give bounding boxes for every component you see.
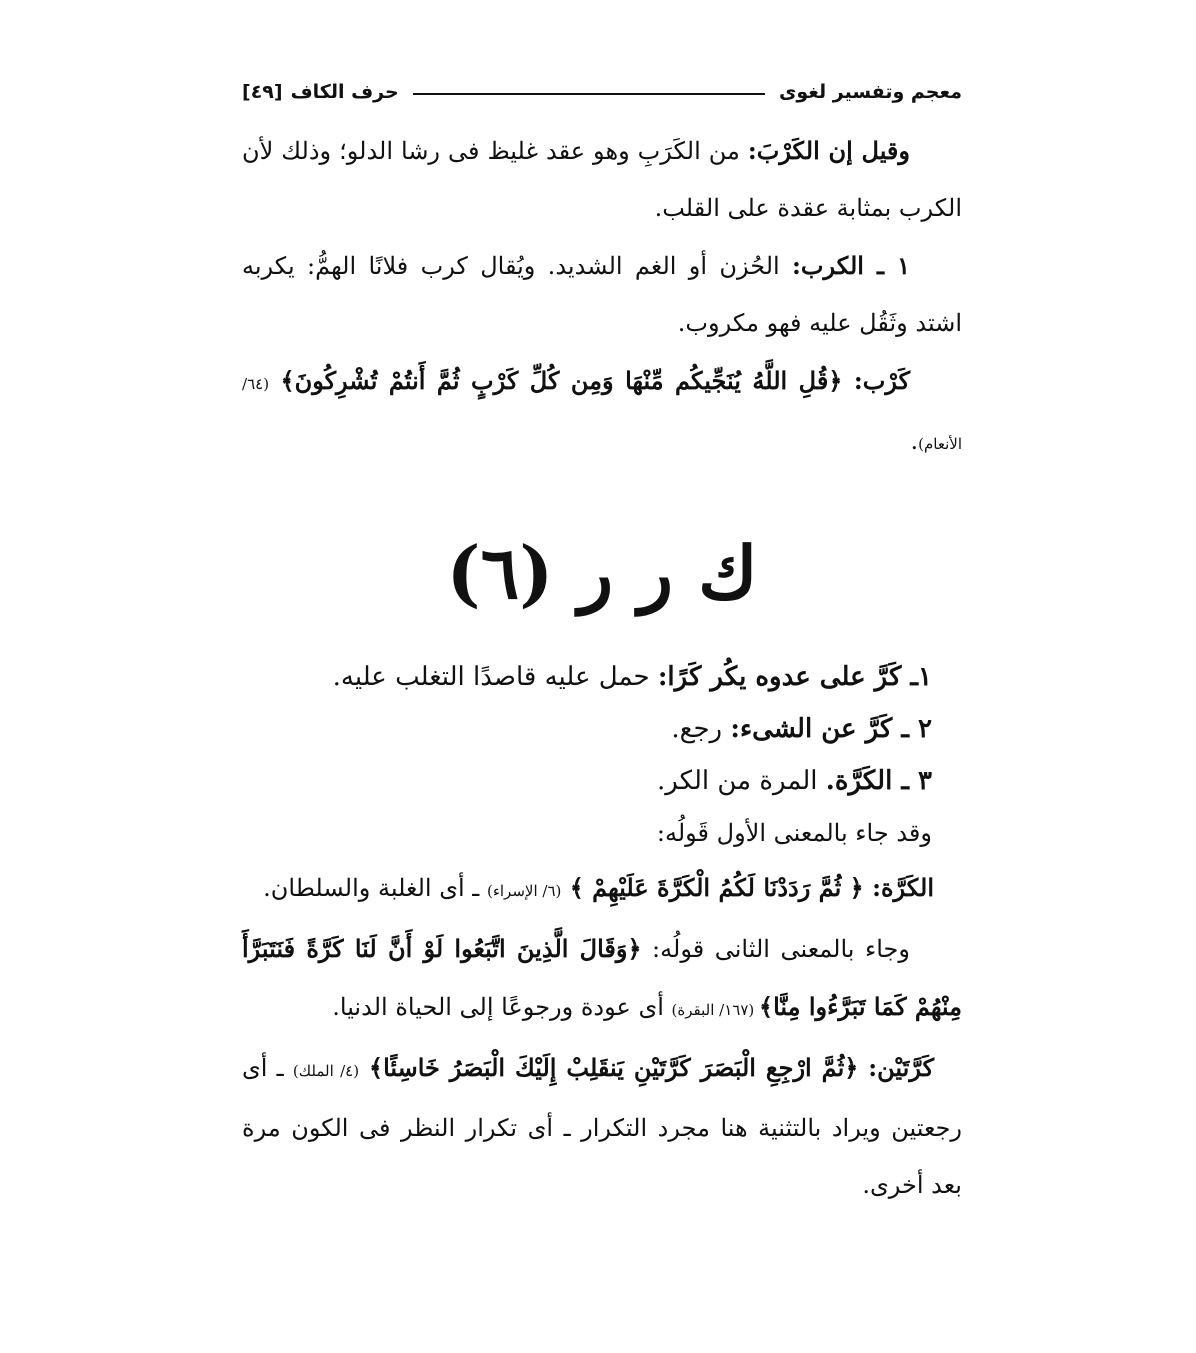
verse-reference: (٦/ الإسراء) — [486, 882, 562, 900]
section-name: حرف الكاف — [290, 81, 399, 103]
verse-reference: (٦٤/ الأنعام) — [242, 375, 962, 453]
list-item-3 — [242, 755, 962, 807]
page-number: [٤٩] — [242, 81, 283, 103]
definition-text: أى عودة ورجوعًا إلى الحياة الدنيا. — [332, 993, 672, 1021]
term-karb: وقيل إن الكَرْبَ: — [747, 136, 910, 165]
list-item-2 — [242, 703, 962, 755]
intro-line: وقد جاء بالمعنى الأول قَولُه: — [656, 819, 932, 847]
book-title: معجم وتفسير لغوى — [778, 81, 962, 103]
quran-verse: ﴿ ثُمَّ رَدَدْنَا لَكُمُ الْكَرَّةَ عَلَيْهِمْ ﴾ — [561, 873, 873, 902]
paragraph-karb-quran — [242, 352, 962, 473]
definition-text: الحُزن أو الغم الشديد. ويُقال كرب فلانًا الهمُّ: يكربه اشتد وثَقُل عليه فهو مكروب. — [242, 252, 962, 337]
term-karb-noun: كَرْب: — [853, 366, 911, 395]
quran-verse: ﴿وَقَالَ الَّذِينَ اتَّبَعُوا لَوْ أَنَّ لَنَا كَرَّةً فَنَتَبَرَّأَ مِنْهُمْ كَمَا تَبَرَّءُوا مِنَّا﴾ — [242, 934, 962, 1021]
list-item-1 — [242, 651, 962, 703]
quran-verse: ﴿قُلِ اللَّهُ يُنَجِّيكُم مِّنْهَا وَمِن كُلِّ كَرْبٍ ثُمَّ أَنتُمْ تُشْرِكُونَ﴾ — [269, 366, 854, 395]
definition-text: من الكَرَبِ وهو عقد غليظ فى رشا الدلو؛ وذلك لأن الكرب بمثابة عقدة على القلب. — [242, 137, 962, 222]
verse-reference: (١٦٧/ البقرة) — [671, 1001, 759, 1019]
definition-text: المرة من الكر. — [657, 766, 826, 796]
verse-reference: (٤/ الملك) — [292, 1062, 360, 1080]
header-rule — [413, 93, 765, 95]
definition-text: ـ أى الغلبة والسلطان. — [263, 874, 487, 902]
sentence-end: . — [910, 427, 919, 455]
definition-text: حمل عليه قاصدًا التغلب عليه. — [332, 662, 658, 692]
term-alkarra-quran: الكَرَّة: — [872, 873, 934, 902]
paragraph-karratayn — [242, 1039, 962, 1214]
intro-text: وجاء بالمعنى الثانى قولُه: — [641, 935, 910, 963]
definition-text: رجع. — [671, 714, 731, 744]
paragraph-karra-quran — [242, 859, 962, 920]
paragraph-karb-origin — [242, 122, 962, 237]
page — [242, 70, 962, 1214]
term-karratayn: كَرَّتَيْن: — [868, 1053, 934, 1082]
definition-text: ـ أى رجعتين ويراد بالتثنية هنا مجرد التكرار ـ أى تكرار النظر فى الكون مرة بعد أخرى. — [242, 1054, 962, 1199]
term-karra-an: ٢ ـ كَرَّ عن الشىء: — [730, 714, 932, 744]
paragraph-karb-meaning-1 — [242, 237, 962, 352]
term-alkarra: ٣ ـ الكَرَّة. — [825, 766, 932, 796]
paragraph-second-meaning — [242, 920, 962, 1039]
quran-verse: ﴿ثُمَّ ارْجِعِ الْبَصَرَ كَرَّتَيْنِ يَنقَلِبْ إِلَيْكَ الْبَصَرُ خَاسِئًا﴾ — [359, 1053, 869, 1082]
root-heading: ك ر ر (٦) — [446, 530, 758, 615]
term-karra-ala: ١ـ كَرَّ على عدوه يكُر كَرًا: — [657, 662, 932, 692]
header-section-group — [242, 81, 399, 103]
running-header — [242, 70, 962, 114]
term-alkarb: ١ ـ الكرب: — [792, 251, 910, 280]
